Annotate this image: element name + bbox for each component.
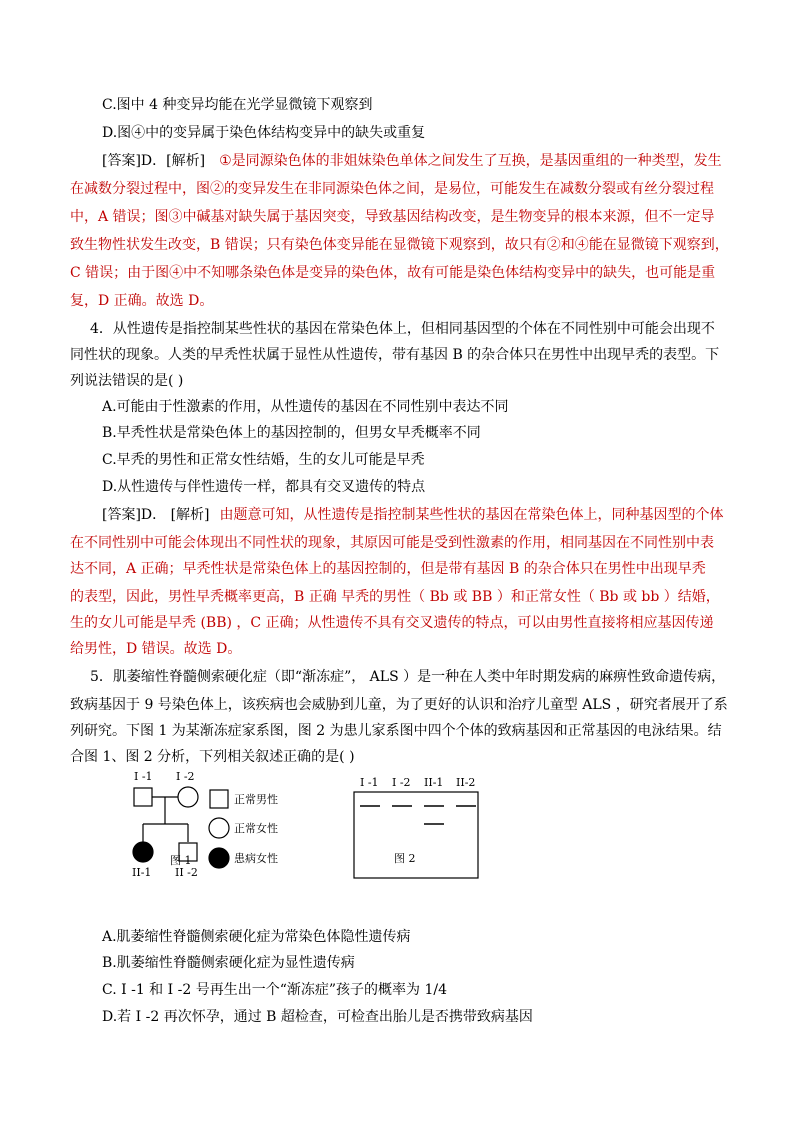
q5-option-b: B.肌萎缩性脊髓侧索硬化症为显性遗传病 (102, 955, 355, 971)
answer-3-line-5: 复，D 正确。故选 D。 (70, 293, 214, 309)
q5-stem-3: 合图 1、图 2 分析，下列相关叙述正确的是( ) (70, 749, 355, 765)
q5-option-d: D.若 I -2 再次怀孕，通过 B 超检查，可检查出胎儿是否携带致病基因 (102, 1009, 533, 1025)
answer-4-line-0: 由题意可知，从性遗传是指控制某些性状的基因在常染色体上，同种基因型的个体 (219, 507, 724, 523)
q4-stem-1: 同性状的现象。人类的早秃性状属于显性从性遗传，带有基因 B 的杂合体只在男性中出现早秃的表型。下 (70, 347, 720, 363)
answer-3-first-line (102, 152, 722, 170)
option-c-prev: C.图中 4 种变异均能在光学显微镜下观察到 (102, 97, 373, 113)
lane-label-i-1: I -1 (360, 776, 379, 789)
answer-3-line-2: 中，A 错误；图③中碱基对缺失属于基因突变，导致基因结构改变，是生物变异的根本来源，但不一定导 (70, 209, 715, 225)
legend-normal-female-icon (209, 818, 229, 838)
label-i-2: I -2 (176, 770, 195, 783)
answer-3-line-4: C 错误；由于图④中不知哪条染色体是变异的染色体，故有可能是染色体结构变异中的缺失，也可能是重 (70, 265, 716, 281)
lane-label-i-2: I -2 (392, 776, 411, 789)
answer-3-line-3: 致生物性状发生改变，B 错误；只有染色体变异能在显微镜下观察到，故只有②和④能在显微镜下观察到， (70, 237, 729, 253)
q4-stem-0: 4．从性遗传是指控制某些性状的基因在常染色体上，但相同基因型的个体在不同性别中可能会出现不 (90, 321, 715, 337)
answer-4-line-1: 在不同性别中可能会体现出不同性状的现象，其原因可能是受到性激素的作用，相同基因在不同性别中表 (70, 535, 714, 551)
answer-4-first-line (102, 506, 724, 524)
answer-3-label: [答案]D．[解析] (102, 153, 206, 169)
option-d-prev: D.图④中的变异属于染色体结构变异中的缺失或重复 (102, 125, 426, 141)
legend-normal-female: 正常女性 (234, 822, 278, 835)
lane-label-ii-1: II-1 (424, 776, 444, 789)
q4-option-a: A.可能由于性激素的作用，从性遗传的基因在不同性别中表达不同 (102, 399, 509, 415)
q4-option-b: B.早秃性状是常染色体上的基因控制的，但男女早秃概率不同 (102, 425, 481, 441)
legend-normal-male: 正常男性 (234, 793, 278, 806)
q5-option-a: A.肌萎缩性脊髓侧索硬化症为常染色体隐性遗传病 (102, 929, 411, 945)
q5-stem-0: 5．肌萎缩性脊髓侧索硬化症（即“渐冻症”， ALS ）是一种在人类中年时期发病的麻痹性致命遗传病， (90, 669, 726, 685)
answer-3-line-1: 在减数分裂过程中，图②的变异发生在非同源染色体之间，是易位，可能发生在减数分裂或有丝分裂过程 (70, 181, 714, 197)
q4-stem-2: 列说法错误的是( ) (70, 373, 184, 389)
electrophoresis-figure-2 (352, 776, 482, 882)
label-i-1: I -1 (134, 770, 153, 783)
legend-affected-female: 患病女性 (234, 852, 278, 865)
figure-2-caption: 图 2 (394, 852, 416, 865)
pedigree-figure-1 (118, 770, 318, 880)
q5-stem-1: 致病基因于 9 号染色体上，该疾病也会威胁到儿童，为了更好的认识和治疗儿童型 ALS ，研究者展开了系 (70, 697, 728, 713)
label-ii-1: II-1 (132, 866, 152, 879)
answer-4-label: [答案]D． [解析] (102, 507, 210, 523)
i-1-normal-male-symbol (134, 788, 152, 806)
answer-4-line-3: 的表型，因此，男性早秃概率更高，B 正确 早秃的男性（ Bb 或 BB ）和正常女性（ Bb 或 bb ）结婚， (70, 589, 720, 605)
label-ii-2: II -2 (175, 866, 198, 879)
i-2-normal-female-symbol (178, 787, 198, 807)
q5-stem-2: 列研究。下图 1 为某渐冻症家系图，图 2 为患儿家系图中四个个体的致病基因和正常基因的电泳结果。结 (70, 723, 722, 739)
lane-label-ii-2: II-2 (456, 776, 476, 789)
answer-4-line-4: 生的女儿可能是早秃 (BB) ，C 正确；从性遗传不具有交叉遗传的特点，可以由男性直接将相应基因传递 (70, 615, 714, 631)
legend-affected-female-icon (209, 848, 229, 868)
gel-frame (354, 792, 478, 878)
q4-option-d: D.从性遗传与伴性遗传一样，都具有交叉遗传的特点 (102, 479, 426, 495)
answer-4-line-2: 达不同，A 正确；早秃性状是常染色体上的基因控制的，但是带有基因 B 的杂合体只在男性中出现早秃 (70, 561, 706, 577)
q4-option-c: C.早秃的男性和正常女性结婚，生的女儿可能是早秃 (102, 452, 425, 468)
ii-1-affected-female-symbol (133, 842, 153, 862)
legend-normal-male-icon (210, 790, 228, 808)
answer-3-line-0: ①是同源染色体的非姐妹染色单体之间发生了互换，是基因重组的一种类型，发生 (219, 153, 722, 169)
answer-4-line-5: 给男性，D 错误。故选 D。 (70, 641, 242, 657)
figure-1-caption: 图 1 (170, 854, 192, 867)
q5-option-c: C. I -1 和 I -2 号再生出一个“渐冻症”孩子的概率为 1/4 (102, 982, 447, 998)
